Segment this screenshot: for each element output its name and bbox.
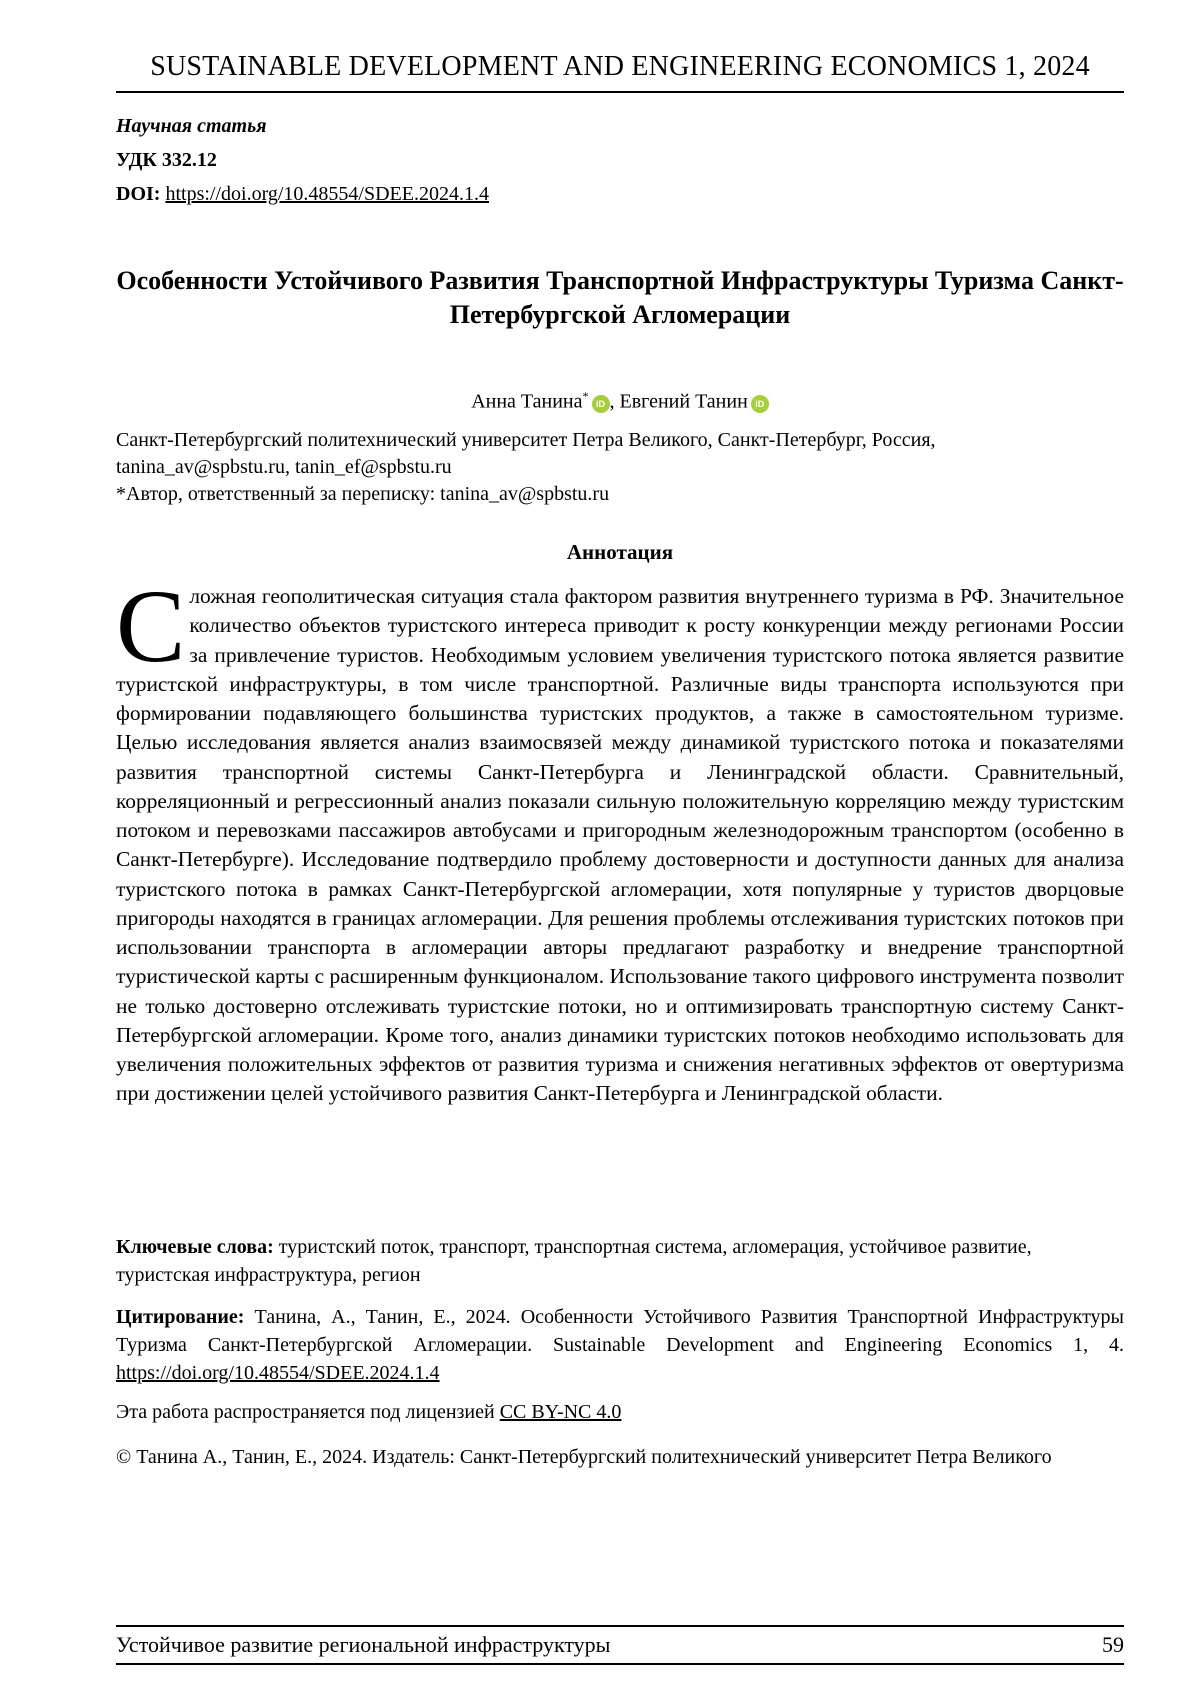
affiliation-block (116, 427, 1124, 508)
abstract-body (116, 569, 1124, 1109)
keywords (116, 1233, 1124, 1289)
drop-cap: С (116, 569, 186, 684)
footer-bottom-rule (116, 1663, 1124, 1665)
author-separator: , (609, 390, 620, 413)
keywords-label: Ключевые слова: (116, 1236, 274, 1258)
citation-text: Танина, А., Танин, Е., 2024. Особенности Устойчивого Развития Транспортной Инфраструктуры Туризма Санкт-Петербургской Агломерации. Sustainable Development and Engineering Economics 1, 4. (116, 1306, 1124, 1356)
institution: Санкт-Петербургский политехнический университет Петра Великого, Санкт-Петербург, Россия, (116, 429, 936, 451)
license-line (116, 1398, 1124, 1426)
doi-line (116, 177, 489, 211)
header-rule (116, 91, 1124, 93)
orcid-icon[interactable]: iD (592, 395, 610, 413)
abstract-text: ложная геополитическая ситуация стала фактором развития внутреннего туризма в РФ. Значительное количество объектов туристского интереса приводит к росту конкуренции между регионами России за привлечение туристов. Необходимым условием увеличения туристского потока является развитие туристской инфраструктуры, в том числе транспортной. Различные виды транспорта используются при формировании подавляющего большинства туристских продуктов, а также в самостоятельном туризме. Целью исследования является анализ взаимосвязей между динамикой туристского потока и показателями развития транспортной системы Санкт-Петербурга и Ленинградской области. Сравнительный, корреляционный и регрессионный анализ показали сильную положительную корреляцию между туристским потоком и перевозками пассажиров автобусами и пригородным железнодорожным транспортом (особенно в Санкт-Петербурге). Исследование подтвердило проблему достоверности и доступности данных для анализа туристского потока в рамках Санкт-Петербургской агломерации, хотя популярные у туристов дворцовые пригороды находятся в границах агломерации. Для решения проблемы отслеживания туристских потоков при использовании транспорта в агломерации авторы предлагают разработку и внедрение транспортной туристической карты с расширенным функционалом. Использование такого цифрового инструмента позволит не только достоверно отслеживать туристские потоки, но и оптимизировать транспортную систему Санкт-Петербургской агломерации. Кроме того, анализ динамики туристских потоков необходимо использовать для увеличения положительных эффектов от развития туризма и снижения негативных эффектов от овертуризма при достижении целей устойчивого развития Санкт-Петербурга и Ленинградской области. (116, 584, 1124, 1106)
journal-header: SUSTAINABLE DEVELOPMENT AND ENGINEERING ECONOMICS 1, 2024 (150, 51, 1090, 82)
footer-rule (116, 1625, 1124, 1627)
doi-link[interactable]: https://doi.org/10.48554/SDEE.2024.1.4 (165, 183, 489, 205)
license-text: Эта работа распространяется под лицензией (116, 1401, 500, 1423)
correspondence-note: *Автор, ответственный за переписку: tanina_av@spbstu.ru (116, 483, 610, 505)
author-name: Евгений Танин (619, 390, 748, 413)
author-line (116, 382, 1124, 416)
article-meta (116, 109, 489, 211)
author-name: Анна Танина (471, 390, 583, 413)
article-title: Особенности Устойчивого Развития Транспортной Инфраструктуры Туризма Санкт-Петербургской Агломерации (116, 266, 1124, 329)
article-type: Научная статья (116, 115, 267, 137)
page-number: 59 (1102, 1632, 1124, 1657)
corresponding-mark: * (582, 389, 589, 403)
citation-label: Цитирование: (116, 1306, 245, 1328)
footer-section: Устойчивое развитие региональной инфраструктуры (116, 1632, 611, 1657)
license-link[interactable]: CC BY-NC 4.0 (499, 1401, 622, 1423)
citation (116, 1303, 1124, 1387)
keywords-text: туристский поток, транспорт, транспортная система, агломерация, устойчивое развитие, туристская инфраструктура, регион (116, 1236, 1032, 1286)
citation-doi-link[interactable]: https://doi.org/10.48554/SDEE.2024.1.4 (116, 1362, 440, 1384)
udk-code: УДК 332.12 (116, 149, 217, 171)
author-emails: tanina_av@spbstu.ru, tanin_ef@spbstu.ru (116, 456, 452, 478)
abstract-heading: Аннотация (566, 540, 674, 564)
doi-label: DOI: (116, 183, 161, 205)
orcid-icon[interactable]: iD (751, 395, 769, 413)
copyright: © Танина А., Танин, Е., 2024. Издатель: Санкт-Петербургский политехнический университет Петра Великого (116, 1446, 1052, 1468)
